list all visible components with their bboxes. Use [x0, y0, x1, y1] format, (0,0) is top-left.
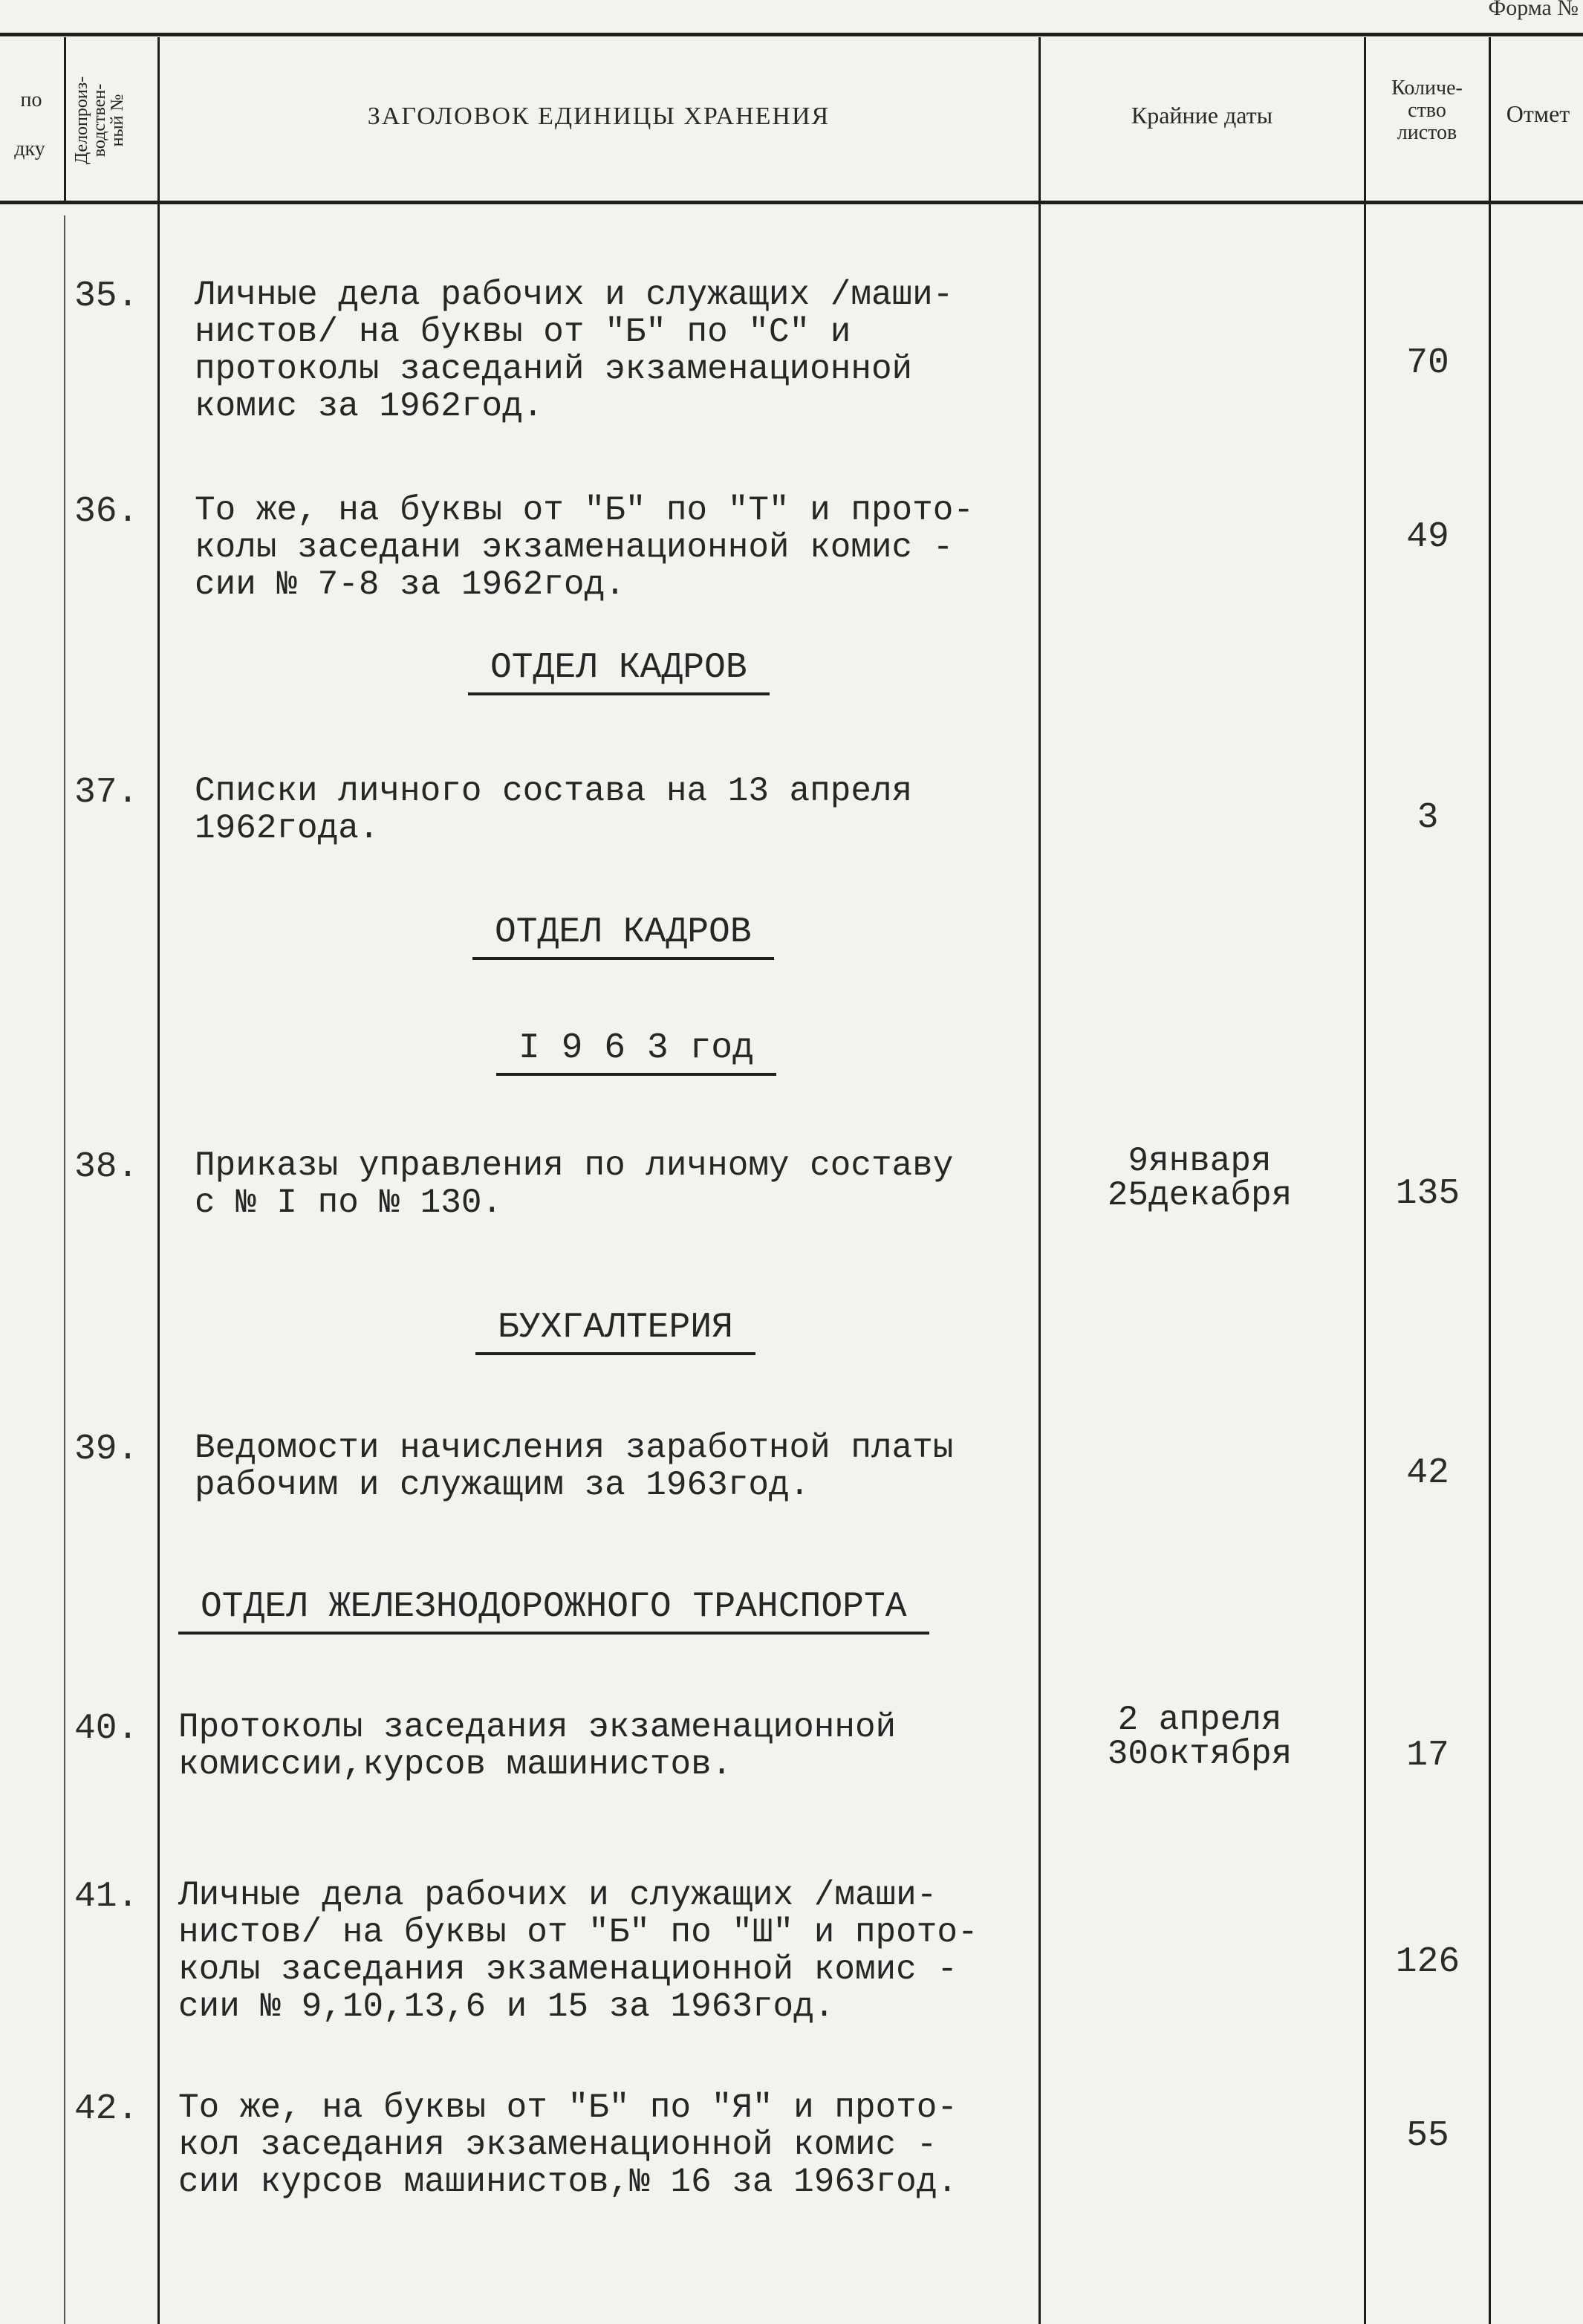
header-col-title: ЗАГОЛОВОК ЕДИНИЦЫ ХРАНЕНИЯ [367, 103, 830, 130]
body-left-rule [64, 215, 65, 2324]
entry-number: 35. [74, 276, 139, 317]
header-col-dates: Крайние даты [1131, 102, 1273, 129]
entry-title: Списки личного состава на 13 апреля 1962года. [195, 772, 913, 848]
entry-title: Личные дела рабочих и служащих /маши- нистов/ на буквы от "Б" по "С" и протоколы заседаний экзаменационной комис за 1962год. [195, 276, 954, 426]
header-bottom-rule [0, 201, 1583, 204]
header-col-left-2: дку [14, 137, 45, 160]
top-rule [0, 33, 1583, 36]
form-label: Форма № [1488, 0, 1579, 20]
entry-sheet-count: 55 [1406, 2116, 1449, 2156]
entry-sheet-count: 126 [1395, 1942, 1460, 1982]
section-heading: БУХГАЛТЕРИЯ [475, 1308, 755, 1355]
entry-number: 41. [74, 1877, 139, 1917]
col-divider-1 [64, 37, 66, 202]
entry-title: Ведомости начисления заработной платы рабочим и служащим за 1963год. [195, 1429, 954, 1505]
entry-dates: 9января 25декабря [1107, 1142, 1293, 1215]
entry-number: 37. [74, 773, 139, 813]
entry-number: 38. [74, 1147, 139, 1187]
entry-title: Приказы управления по личному составу с № I по № 130. [195, 1146, 954, 1222]
entry-number: 42. [74, 2089, 139, 2129]
section-heading: ОТДЕЛ КАДРОВ [468, 648, 770, 695]
entry-sheet-count: 70 [1406, 343, 1449, 383]
entry-sheet-count: 42 [1406, 1453, 1449, 1493]
col-divider-2 [157, 37, 160, 2324]
entry-sheet-count: 17 [1406, 1736, 1449, 1776]
entry-sheet-count: 49 [1406, 517, 1449, 557]
col-divider-4 [1364, 37, 1366, 2324]
header-col-left-1: по [20, 88, 42, 111]
section-year: I 9 6 3 год [496, 1028, 776, 1076]
section-heading: ОТДЕЛ ЖЕЛЕЗНОДОРОЖНОГО ТРАНСПОРТА [178, 1587, 929, 1635]
entry-number: 36. [74, 492, 139, 532]
header-col-count: Количе- ство листов [1391, 77, 1463, 144]
entry-sheet-count: 3 [1417, 798, 1439, 838]
entry-title: То же, на буквы от "Б" по "Я" и прото- кол заседания экзаменационной комис - сии курсов машинистов,№ 16 за 1963год. [178, 2088, 958, 2201]
entry-title: Личные дела рабочих и служащих /маши- нистов/ на буквы от "Б" по "Ш" и прото- колы заседания экзаменационной комис - сии № 9,10,13,6 и 15 за 1963год. [178, 1876, 978, 2026]
section-heading: ОТДЕЛ КАДРОВ [472, 912, 774, 960]
header-col-office-no: Делопроиз- водствен- ный № [72, 76, 127, 165]
entry-dates: 2 апреля 30октября [1107, 1701, 1293, 1773]
entry-title: Протоколы заседания экзаменационной комиссии,курсов машинистов. [178, 1708, 897, 1784]
entry-number: 39. [74, 1429, 139, 1470]
entry-title: То же, на буквы от "Б" по "Т" и прото- колы заседани экзаменационной комис - сии № 7-8 за 1962год. [195, 491, 974, 604]
header-col-notes: Отмет [1506, 100, 1570, 127]
entry-number: 40. [74, 1709, 139, 1749]
entry-sheet-count: 135 [1395, 1174, 1460, 1214]
col-divider-5 [1489, 37, 1491, 2324]
